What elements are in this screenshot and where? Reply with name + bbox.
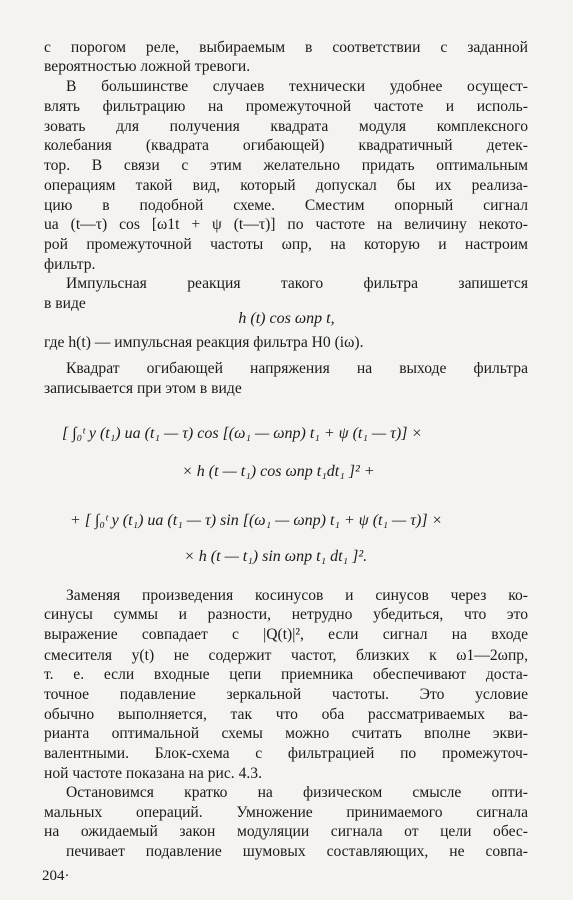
text-line: на ожидаемый закон модуляции сигнала от цели обес- [44, 823, 528, 840]
formula-line: + [ ∫₀ᵗ y (t₁) uа (t₁ — τ) sin [(ω₁ — ωпр) t₁ + ψ (t₁ — τ)] × [70, 512, 443, 529]
text-line: тор. В связи с этим желательно придать оптимальным [44, 157, 528, 174]
text-line: валентными. Блок-схема с фильтрацией по промежуточ- [44, 745, 528, 762]
text-line: влять фильтрацию на промежуточной частоте и исполь- [44, 98, 528, 115]
text-line: фильтр. [44, 256, 96, 273]
formula-line: × h (t — t₁) cos ωпр t₁dt₁ ]² + [182, 463, 375, 480]
text-line: Остановимся кратко на физическом смысле опти- [66, 784, 528, 801]
text-line: В большинстве случаев технически удобнее осущест- [66, 78, 528, 95]
text-line: т. е. если входные цепи приемника обеспечивают доста- [44, 666, 528, 683]
text-line: операциям такой вид, который допускал бы их реализа- [44, 177, 528, 194]
text-line: печивает подавление шумовых составляющих, не совпа- [66, 843, 528, 860]
text-line: Импульсная реакция такого фильтра запишется [66, 275, 528, 292]
text-line: в виде [44, 295, 86, 312]
text-line: вероятностью ложной тревоги. [44, 58, 251, 75]
page-number: 204· [42, 868, 70, 884]
text-line: с порогом реле, выбираемым в соответствии с заданной [44, 39, 528, 56]
text-line: Квадрат огибающей напряжения на выходе фильтра [66, 360, 528, 377]
text-line: выражение совпадает с |Q(t)|², если сигнал на входе [44, 626, 528, 643]
text-line: Заменяя произведения косинусов и синусов через ко- [66, 587, 528, 604]
text-line: колебания (квадрата огибающей) квадратичный детек- [44, 137, 528, 154]
text-line: зовать для получения квадрата модуля комплексного [44, 118, 528, 135]
text-line: рой промежуточной частоты ωпр, на которую и настроим [44, 236, 528, 253]
text-line: где h(t) — импульсная реакция фильтра H0 (iω). [44, 334, 364, 351]
text-line: обычно выполняется, так что оба рассматриваемых ва- [44, 706, 528, 723]
impulse-formula: h (t) cos ωпр t, [238, 310, 335, 327]
text-line: точное подавление зеркальной частоты. Это условие [44, 686, 528, 703]
text-line: рианта оптимальной схемы можно считать вполне экви- [44, 725, 528, 742]
text-line: смесителя y(t) не содержит частот, близких к ω1—2ωпр, [44, 647, 528, 664]
text-line: цию в подобной схеме. Сместим опорный сигнал [44, 197, 528, 214]
text-line: мальных операций. Умножение принимаемого сигнала [44, 804, 528, 821]
text-line: записывается при этом в виде [44, 380, 242, 397]
formula-line: [ ∫₀ᵗ y (t₁) uа (t₁ — τ) cos [(ω₁ — ωпр) t₁ + ψ (t₁ — τ)] × [62, 425, 423, 442]
formula-line: × h (t — t₁) sin ωпр t₁ dt₁ ]². [184, 548, 368, 565]
text-line: uа (t—τ) cos [ω1t + ψ (t—τ)] по частоте на величину некото- [44, 216, 528, 233]
text-line: ной частоте показана на рис. 4.3. [44, 765, 262, 782]
text-line: синусы суммы и разности, нетрудно убедиться, что это [44, 606, 528, 623]
